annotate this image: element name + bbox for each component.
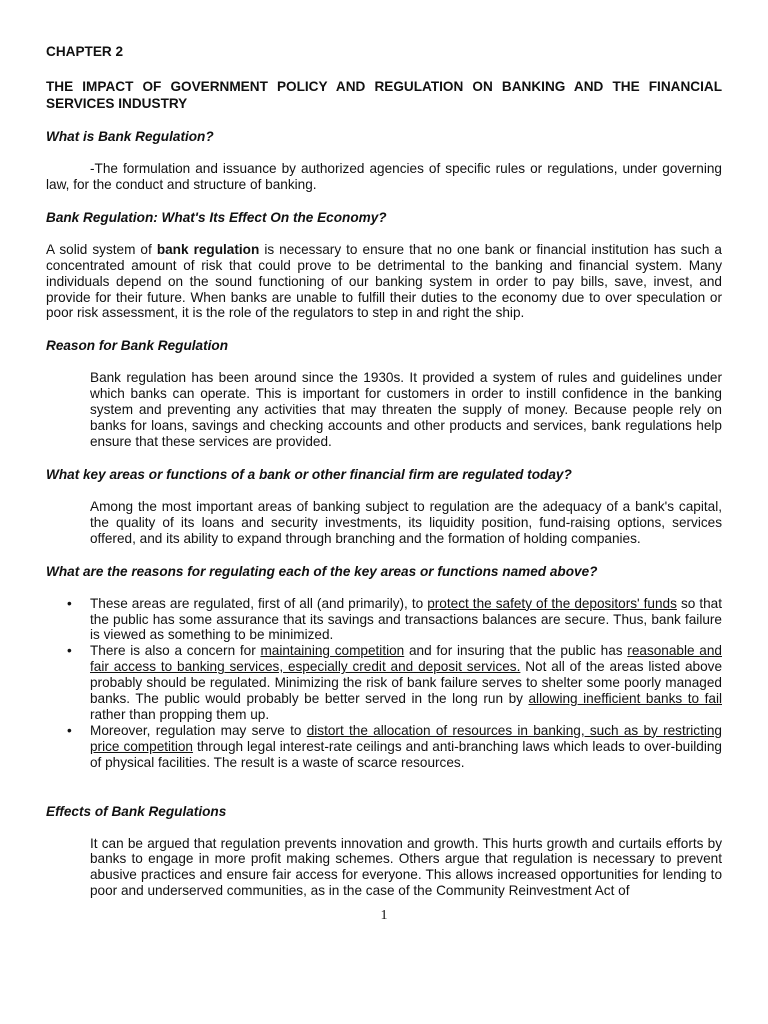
text-run: Moreover, regulation may serve to bbox=[90, 722, 307, 738]
text-run: rather than propping them up. bbox=[90, 706, 270, 722]
effects-paragraph: It can be argued that regulation prevents innovation and growth. This hurts growth and curtails efforts by banks to engage in more profit making schemes. Others argue that regulation is necessary to prevent abusive practices and ensure fair access for everyone. This allows increased opportunities for lending to poor and underserved communities, as in the case of the Community Reinvestment Act of bbox=[90, 835, 722, 899]
page-number: 1 bbox=[380, 908, 388, 923]
underlined-phrase: maintaining competition bbox=[260, 643, 405, 659]
text-run: and for insuring that the public has bbox=[404, 643, 628, 659]
document-page bbox=[46, 44, 722, 916]
text-run: A solid system of bbox=[46, 241, 157, 257]
reason-paragraph: Bank regulation has been around since the 1930s. It provided a system of rules and guidelines under which banks can operate. This is important for customers in order to instill confidence in the banking system and preventing any activities that may threaten the supply of money. Because people rely on banks for loans, savings and checking accounts and other products and services, bank regulations help ensure that these services are provided. bbox=[90, 370, 722, 449]
list-item bbox=[67, 643, 723, 723]
section-heading-key-areas: What key areas or functions of a bank or other financial firm are regulated today? bbox=[46, 466, 572, 482]
section-heading-reason: Reason for Bank Regulation bbox=[46, 338, 229, 354]
section-heading-effect-on-economy: Bank Regulation: What's Its Effect On the Economy? bbox=[46, 209, 387, 225]
underlined-phrase: reasonable and fair access to banking services, especially credit and deposit services. bbox=[90, 643, 722, 675]
bold-term: bank regulation bbox=[156, 241, 260, 257]
list-item bbox=[67, 595, 723, 644]
bullet-icon: • bbox=[67, 595, 72, 611]
list-item bbox=[67, 722, 722, 771]
economy-paragraph bbox=[46, 242, 722, 322]
section-heading-reasons-regulating: What are the reasons for regulating each of the key areas or functions named above? bbox=[46, 563, 598, 579]
chapter-label: CHAPTER 2 bbox=[46, 44, 124, 59]
section-heading-effects: Effects of Bank Regulations bbox=[46, 803, 227, 819]
bullet-icon: • bbox=[67, 722, 72, 738]
underlined-phrase: allowing inefficient banks to fail bbox=[528, 691, 722, 707]
definition-paragraph: -The formulation and issuance by authorized agencies of specific rules or regulations, under governing law, for the conduct and structure of banking. bbox=[46, 161, 722, 192]
text-run: so that the public has some assurance that its savings and transactions balances are secure. Thus, bank failure is viewed as something to be minimized. bbox=[90, 595, 723, 643]
text-run: These areas are regulated, first of all (and primarily), to bbox=[90, 595, 428, 611]
key-areas-paragraph: Among the most important areas of banking subject to regulation are the adequacy of a bank's capital, the quality of its loans and security investments, its liquidity position, fund-raising options, services offered, and its ability to expand through branching and the formation of holding companies. bbox=[90, 498, 722, 546]
text-run: There is also a concern for bbox=[90, 643, 261, 659]
text-run: through legal interest-rate ceilings and anti-branching laws which leads to over-building of physical facilities. The result is a waste of scarce resources. bbox=[90, 738, 722, 770]
chapter-title: THE IMPACT OF GOVERNMENT POLICY AND REGULATION ON BANKING AND THE FINANCIAL SERVICES INDUSTRY bbox=[46, 79, 722, 111]
reasons-list bbox=[46, 596, 722, 771]
section-heading-what-is-regulation: What is Bank Regulation? bbox=[46, 129, 214, 144]
text-run: Not all of the areas listed above probably should be regulated. Minimizing the risk of bank failure serves to shelter some poorly managed banks. The public would probably be better served in the long run by bbox=[90, 659, 723, 707]
bullet-icon: • bbox=[67, 643, 72, 659]
text-run: is necessary to ensure that no one bank or financial institution has such a concentrated amount of risk that could prove to be detrimental to the banking and financial system. Many individuals depend on the sound functioning of our banking system in order to pay bills, save, invest, and provide for their future. When banks are unable to fulfill their duties to the economy due to over speculation or poor risk assessment, it is the role of the regulators to step in and right the ship. bbox=[46, 241, 722, 321]
underlined-phrase: distort the allocation of resources in banking, such as by restricting price competition bbox=[90, 722, 722, 754]
underlined-phrase: protect the safety of the depositors' funds bbox=[427, 595, 677, 611]
